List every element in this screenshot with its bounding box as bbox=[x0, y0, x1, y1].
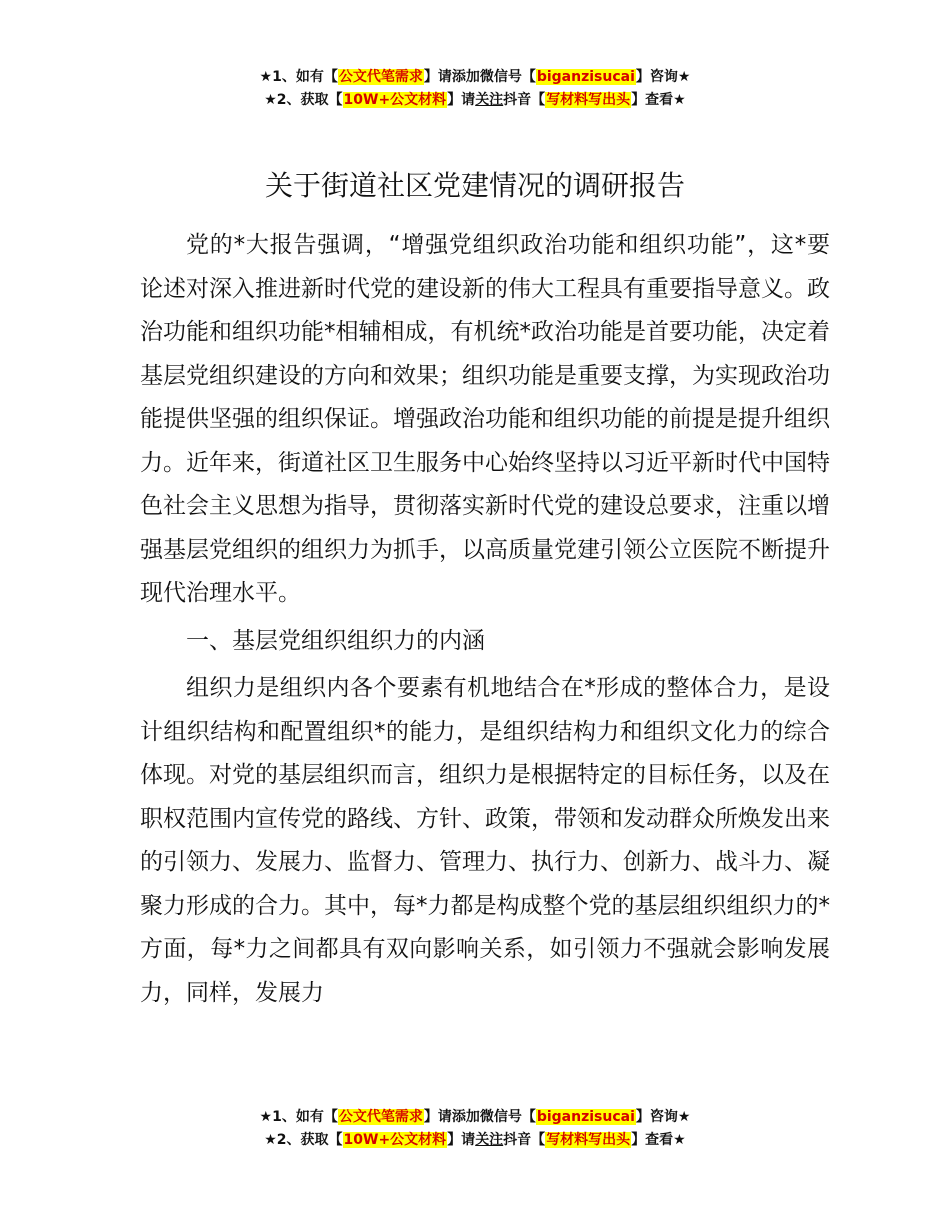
footer-banner bbox=[0, 1106, 950, 1152]
banner-text: 】请添加微信号【 bbox=[423, 1109, 536, 1125]
paragraph: 党的*大报告强调，“增强党组织政治功能和组织功能”，这*要论述对深入推进新时代党的建设新的伟大工程具有重要指导意义。政治功能和组织功能*相辅相成，有机统*政治功能是首要功能，决定着基层党组织建设的方向和效果；组织功能是重要支撑，为实现政治功能提供坚强的组织保证。增强政治功能和组织功能的前提是提升组织力。近年来，街道社区卫生服务中心始终坚持以习近平新时代中国特色社会主义思想为指导，贯彻落实新时代党的建设总要求，注重以增强基层党组织的组织力为抓手，以高质量党建引领公立医院不断提升现代治理水平。 bbox=[140, 232, 830, 606]
section-heading: 一、基层党组织组织力的内涵 bbox=[186, 627, 485, 654]
banner-line-1 bbox=[0, 1106, 950, 1129]
banner-text: ★1、如有【 bbox=[259, 69, 338, 85]
banner-text: 】请添加微信号【 bbox=[423, 69, 536, 85]
banner-highlight: 写材料写出头 bbox=[546, 1132, 631, 1148]
banner-text: 】请 bbox=[447, 92, 476, 108]
banner-line-1 bbox=[0, 66, 950, 89]
banner-highlight: biganzisucai bbox=[536, 1109, 635, 1125]
document-title: 关于街道社区党建情况的调研报告 bbox=[264, 169, 685, 202]
banner-text: 】咨询★ bbox=[635, 69, 691, 85]
banner-highlight: 10W+公文材料 bbox=[343, 92, 447, 108]
banner-underline: 关注 bbox=[475, 92, 504, 108]
document-body bbox=[140, 224, 830, 1015]
banner-highlight: biganzisucai bbox=[536, 69, 635, 85]
header-banner bbox=[0, 66, 950, 112]
banner-text: 】咨询★ bbox=[635, 1109, 691, 1125]
banner-text: 】请 bbox=[447, 1132, 476, 1148]
banner-line-2 bbox=[0, 1129, 950, 1152]
banner-text: 抖音【 bbox=[503, 1132, 546, 1148]
banner-underline: 关注 bbox=[475, 1132, 504, 1148]
banner-text: 抖音【 bbox=[503, 92, 546, 108]
banner-highlight: 写材料写出头 bbox=[546, 92, 631, 108]
banner-highlight: 10W+公文材料 bbox=[343, 1132, 447, 1148]
banner-text: ★2、获取【 bbox=[264, 92, 343, 108]
banner-highlight: 公文代笔需求 bbox=[338, 1109, 423, 1125]
banner-text: 】查看★ bbox=[631, 1132, 686, 1148]
banner-line-2 bbox=[0, 89, 950, 112]
banner-text: ★2、获取【 bbox=[264, 1132, 343, 1148]
paragraph: 组织力是组织内各个要素有机地结合在*形成的整体合力，是设计组织结构和配置组织*的能力，是组织结构力和组织文化力的综合体现。对党的基层组织而言，组织力是根据特定的目标任务，以及在职权范围内宣传党的路线、方针、政策，带领和发动群众所焕发出来的引领力、发展力、监督力、管理力、执行力、创新力、战斗力、凝聚力形成的合力。其中，每*力都是构成整个党的基层组织组织力的*方面，每*力之间都具有双向影响关系，如引领力不强就会影响发展力，同样，发展力 bbox=[140, 675, 830, 1006]
banner-highlight: 公文代笔需求 bbox=[338, 69, 423, 85]
banner-text: ★1、如有【 bbox=[259, 1109, 338, 1125]
banner-text: 】查看★ bbox=[631, 92, 686, 108]
